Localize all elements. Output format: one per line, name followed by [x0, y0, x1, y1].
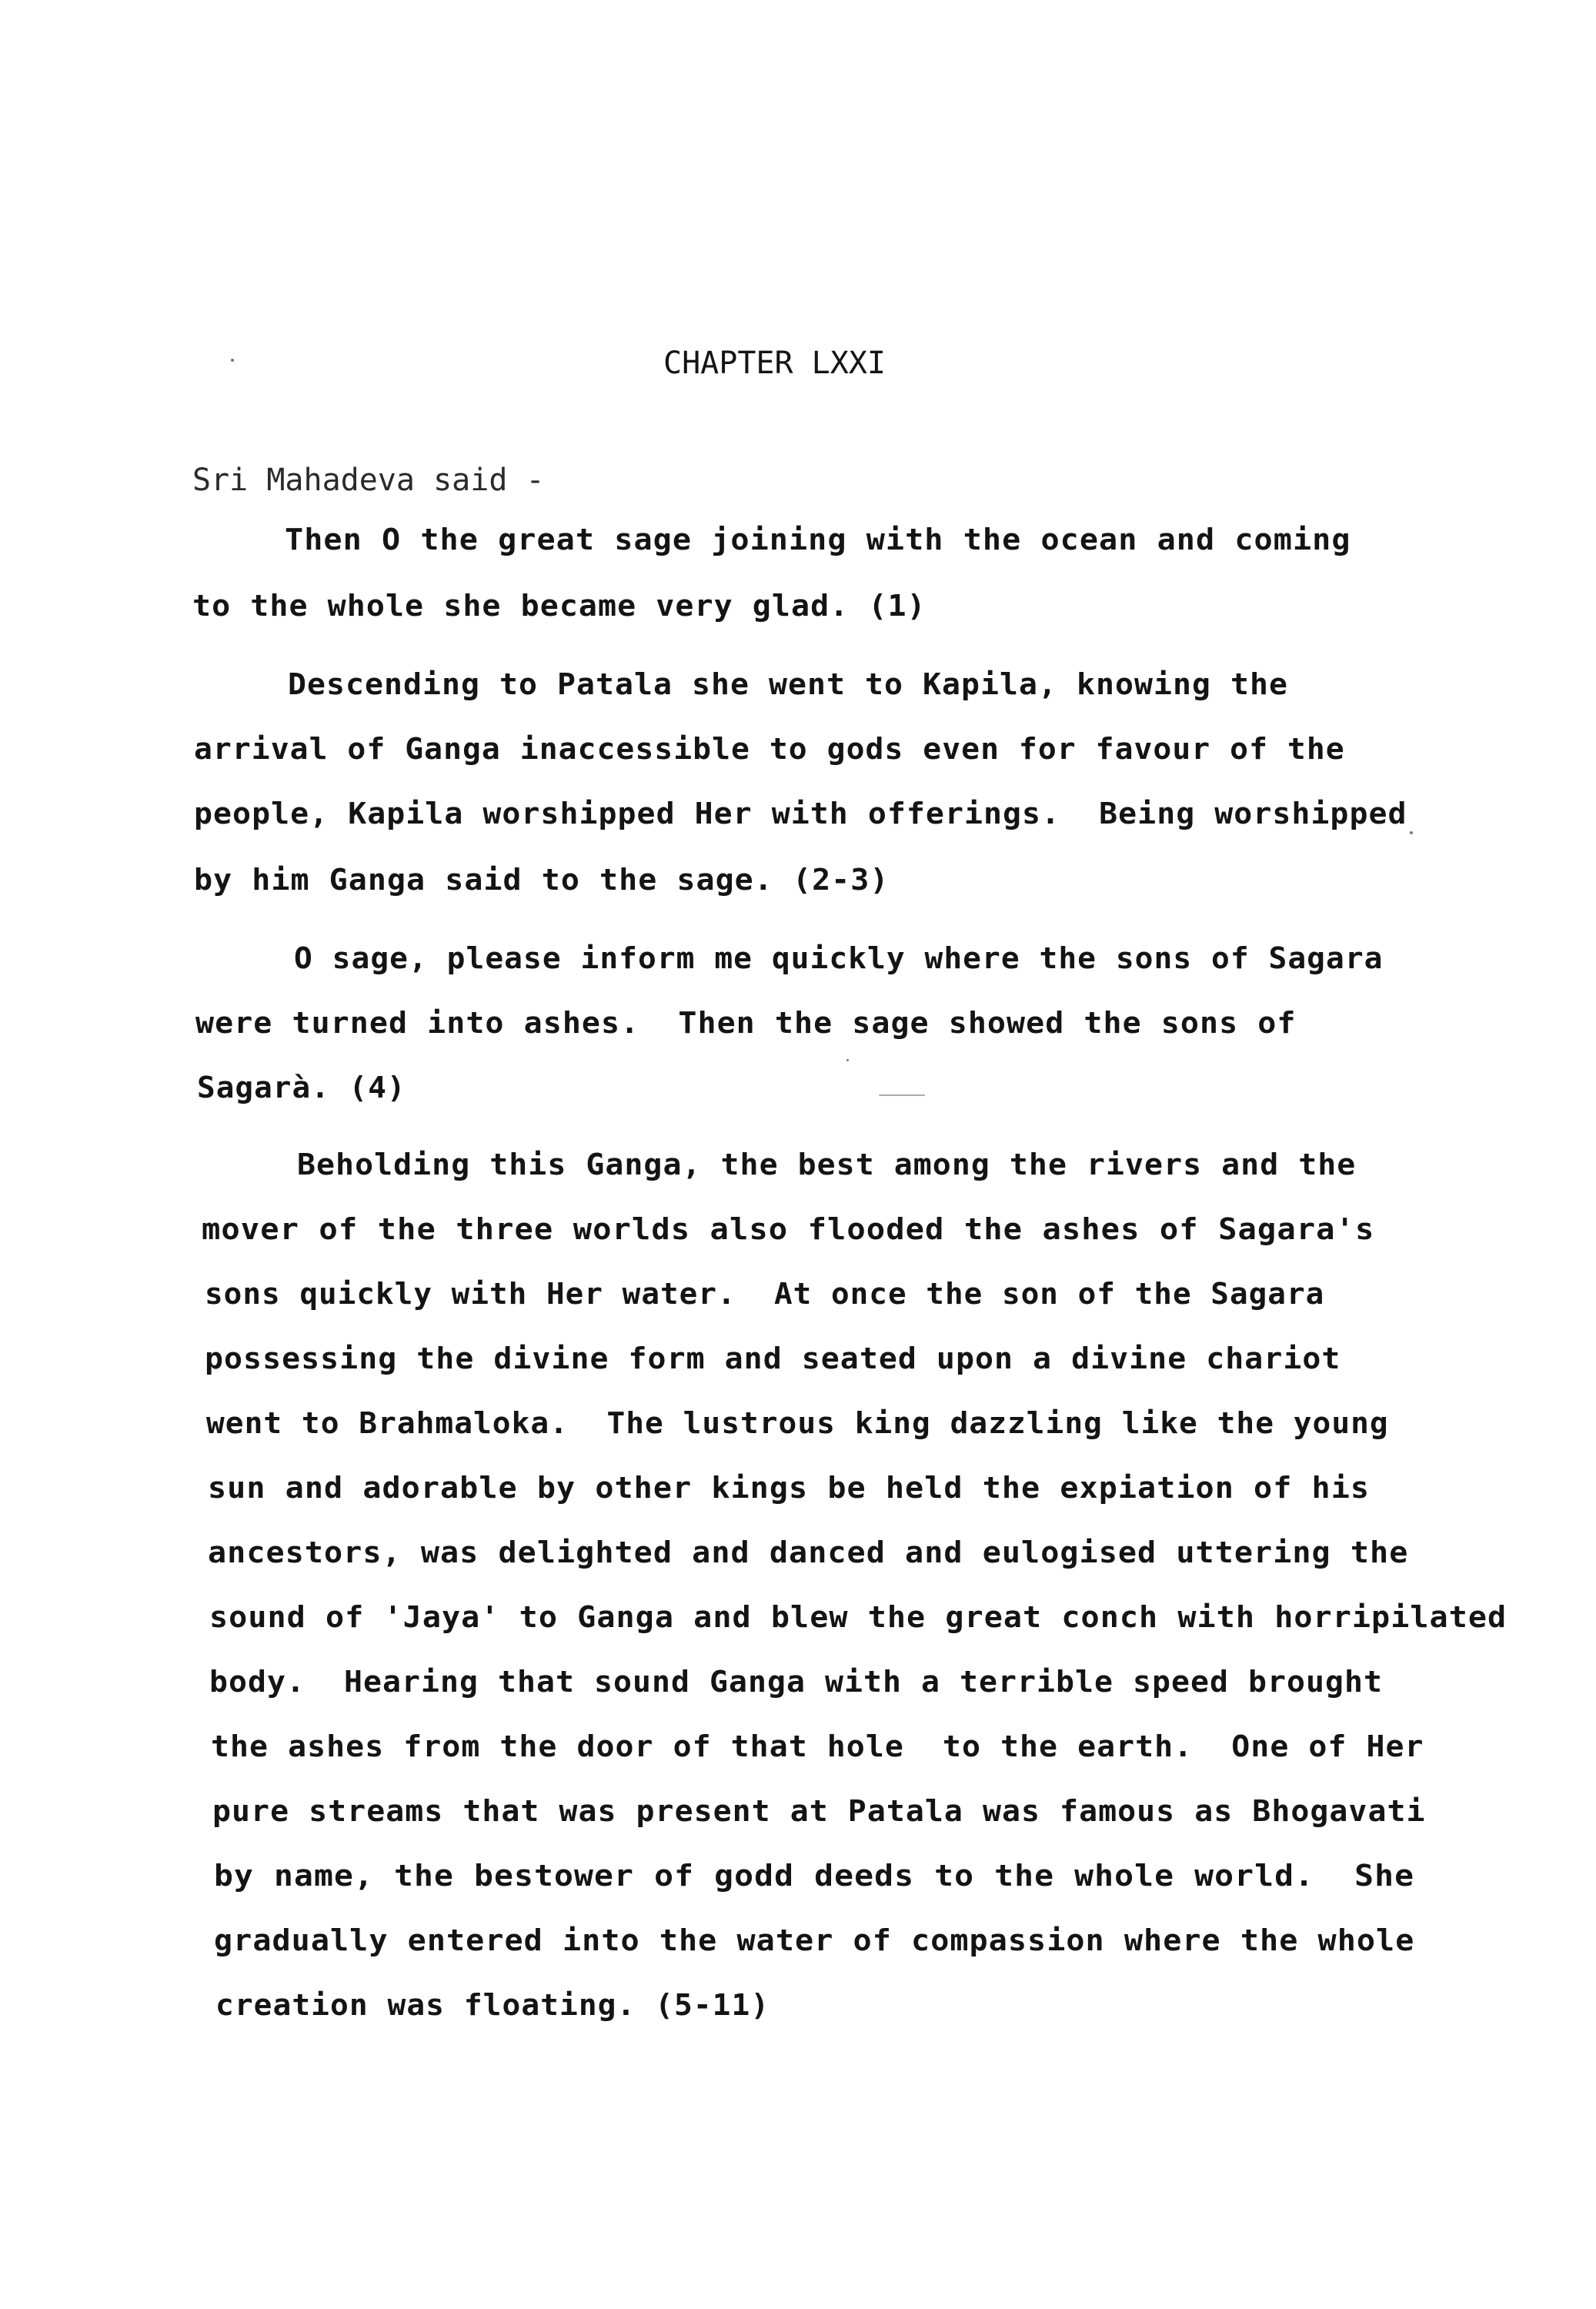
text-line-15: sun and adorable by other kings be held the expiation of his — [208, 1471, 1371, 1505]
text-line-8: were turned into ashes. Then the sage showed the sons of — [195, 1006, 1297, 1040]
scan-speck — [1410, 831, 1413, 834]
text-line-6: by him Ganga said to the sage. (2-3) — [194, 863, 890, 897]
text-line-7: O sage, please inform me quickly where the sons of Sagara — [294, 941, 1384, 975]
text-line-16: ancestors, was delighted and danced and eulogised uttering the — [208, 1535, 1409, 1569]
text-line-11: mover of the three worlds also flooded the ashes of Sagara's — [202, 1212, 1375, 1246]
scan-mark — [879, 1094, 925, 1096]
text-line-5: people, Kapila worshipped Her with offerings. Being worshipped — [194, 797, 1407, 830]
text-line-21: by name, the bestower of godd deeds to the whole world. She — [214, 1859, 1415, 1893]
text-line-20: pure streams that was present at Patala was famous as Bhogavati — [212, 1794, 1426, 1828]
text-line-17: sound of 'Jaya' to Ganga and blew the great conch with horripilated — [209, 1600, 1508, 1634]
text-line-12: sons quickly with Her water. At once the son of the Sagara — [205, 1277, 1325, 1311]
text-line-10: Beholding this Ganga, the best among the rivers and the — [297, 1148, 1357, 1181]
scan-speck — [231, 359, 234, 362]
text-line-19: the ashes from the door of that hole to the earth. One of Her — [211, 1729, 1424, 1763]
text-line-2: to the whole she became very glad. (1) — [192, 589, 927, 623]
chapter-title: CHAPTER LXXI — [663, 346, 886, 381]
scan-speck — [846, 1059, 849, 1061]
text-line-1: Then O the great sage joining with the ocean and coming — [285, 523, 1351, 556]
text-line-23: creation was floating. (5-11) — [215, 1988, 770, 2022]
text-line-13: possessing the divine form and seated upon a divine chariot — [205, 1342, 1341, 1375]
text-line-3: Descending to Patala she went to Kapila, knowing the — [288, 667, 1289, 701]
speaker-line: Sri Mahadeva said - — [192, 463, 545, 498]
text-line-22: gradually entered into the water of compassion where the whole — [214, 1923, 1415, 1957]
text-line-14: went to Brahmaloka. The lustrous king dazzling like the young — [206, 1406, 1389, 1440]
text-line-18: body. Hearing that sound Ganga with a terrible speed brought — [209, 1665, 1384, 1699]
text-line-9: Sagarà. (4) — [197, 1071, 406, 1104]
text-line-4: arrival of Ganga inaccessible to gods even for favour of the — [194, 732, 1345, 766]
